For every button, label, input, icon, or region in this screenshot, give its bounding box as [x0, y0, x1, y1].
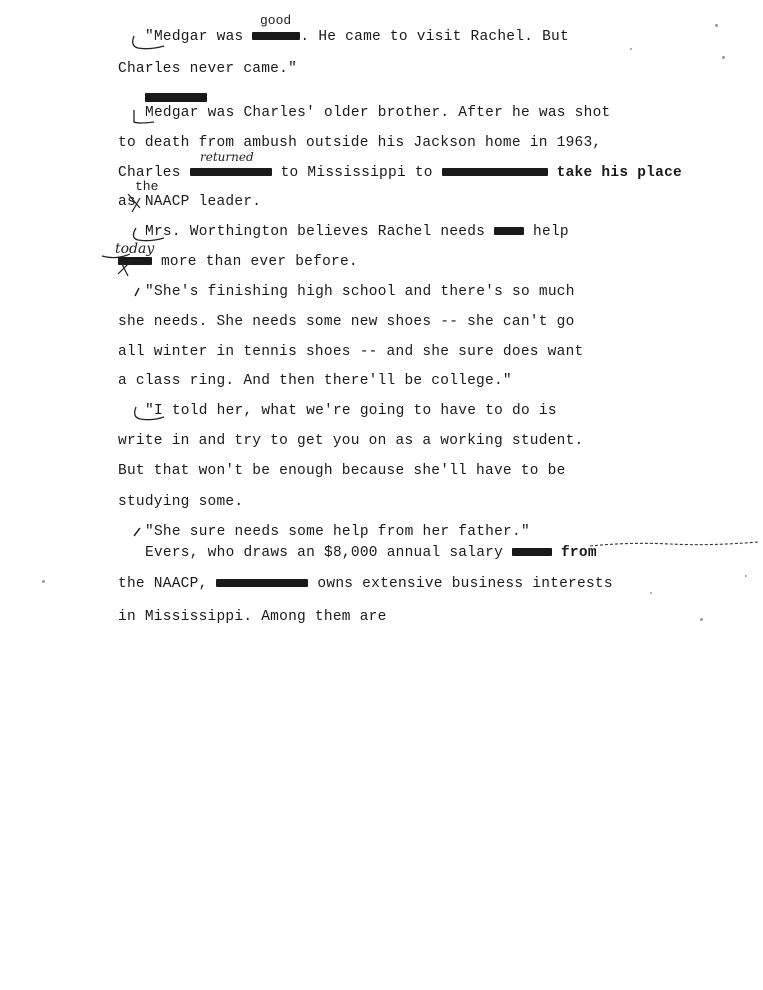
caret-icon [100, 250, 140, 280]
text-line-19: the NAACP, owns extensive business interests [118, 576, 613, 592]
speckle [715, 24, 718, 27]
text-line-9: "She's finishing high school and there's so much [145, 284, 575, 300]
struck-word [442, 168, 548, 176]
text-line-14: write in and try to get you on as a working student. [118, 433, 584, 449]
text-line-2: Charles never came." [118, 61, 298, 77]
handwritten-insert-returned: returned [200, 150, 254, 164]
text-line-1: "Medgar was . He came to visit Rachel. But [145, 29, 569, 45]
speckle [42, 580, 45, 583]
speckle [630, 48, 632, 50]
handwritten-insert-today: today [115, 241, 155, 257]
text-line-4: to death from ambush outside his Jackson home in 1963, [118, 135, 602, 151]
struck-word [216, 579, 308, 587]
struck-word [494, 227, 524, 235]
paragraph-mark-icon [128, 34, 168, 54]
paragraph-mark-icon [131, 286, 151, 302]
text-line-5: Charles to Mississippi to take his place [118, 165, 682, 181]
struck-word [252, 32, 300, 40]
paragraph-mark-icon [130, 526, 150, 542]
text-line-10: she needs. She needs some new shoes -- she can't go [118, 314, 575, 330]
text-line-6: as NAACP leader. [118, 194, 262, 210]
paragraph-mark-icon [128, 108, 158, 128]
caret-icon [124, 190, 152, 218]
speckle [745, 575, 747, 577]
text-line-18: Evers, who draws an $8,000 annual salary from [145, 545, 597, 561]
text-line-17: "She sure needs some help from her father." [145, 524, 530, 540]
text-line-15: But that won't be enough because she'll have to be [118, 463, 566, 479]
text-line-20: in Mississippi. Among them are [118, 609, 387, 625]
text-line-3: Medgar was Charles' older brother. After he was shot [145, 105, 611, 121]
handwritten-insert-the: the [135, 179, 159, 194]
text-line-13: "I told her, what we're going to have to do is [145, 403, 557, 419]
text-line-11: all winter in tennis shoes -- and she sure does want [118, 344, 584, 360]
speckle [700, 618, 703, 621]
struck-word [190, 168, 272, 176]
struck-word [512, 548, 552, 556]
text-line-8: more than ever before. [118, 254, 358, 270]
speckle [722, 56, 725, 59]
text-line-16: studying some. [118, 494, 244, 510]
struck-tag [145, 93, 207, 102]
text-line-7: Mrs. Worthington believes Rachel needs help [145, 224, 569, 240]
paragraph-mark-icon [130, 405, 170, 425]
fold-line [590, 538, 760, 552]
handwritten-insert-good: good [260, 13, 292, 28]
speckle [650, 592, 652, 594]
text-line-12: a class ring. And then there'll be college." [118, 373, 512, 389]
